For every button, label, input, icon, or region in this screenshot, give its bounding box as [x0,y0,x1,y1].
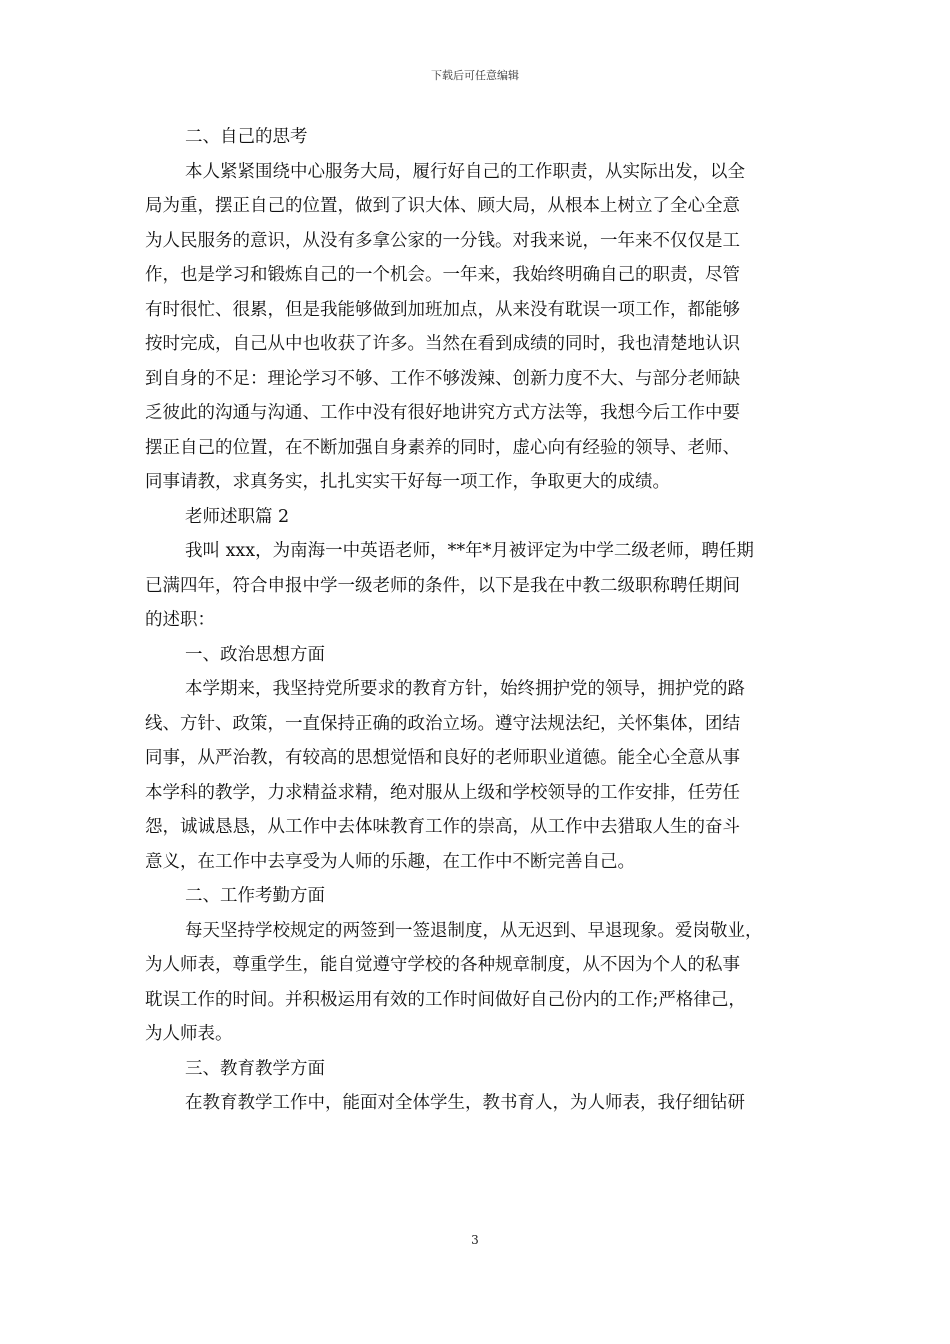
paragraph-line: 二、自己的思考 [185,127,308,147]
paragraph-line: 耽误工作的时间。并积极运用有效的工作时间做好自己份内的工作;严格律己， [145,989,746,1010]
paragraph-line: 局为重，摆正自己的位置，做到了识大体、顾大局，从根本上树立了全心全意 [145,196,740,216]
paragraph-line: 作，也是学习和锻炼自己的一个机会。一年来，我始终明确自己的职责，尽管 [145,265,740,285]
paragraph-line: 在教育教学工作中，能面对全体学生，教书育人，为人师表，我仔细钻研 [185,1093,745,1113]
paragraph-line: 已满四年，符合申报中学一级老师的条件，以下是我在中教二级职称聘任期间 [145,575,740,596]
document-body [145,120,807,1121]
paragraph-line: 摆正自己的位置，在不断加强自身素养的同时，虚心向有经验的领导、老师、 [145,437,740,458]
page-header: 下载后可任意编辑 [431,69,519,82]
page-number: 3 [471,1233,479,1247]
paragraph-line: 意义，在工作中去享受为人师的乐趣，在工作中不断完善自己。 [145,851,635,872]
paragraph-line: 线、方针、政策，一直保持正确的政治立场。遵守法规法纪，关怀集体，团结 [145,713,740,734]
paragraph-line: 老师述职篇 2 [185,506,290,527]
paragraph-line: 为人师表，尊重学生，能自觉遵守学校的各种规章制度，从不因为个人的私事 [145,955,740,975]
paragraph-line: 本学科的教学，力求精益求精，绝对服从上级和学校领导的工作安排，任劳任 [145,782,740,803]
paragraph-line: 为人民服务的意识，从没有多拿公家的一分钱。对我来说，一年来不仅仅是工 [145,230,740,251]
paragraph-line: 为人师表。 [145,1024,233,1044]
paragraph-line: 怨，诚诚恳恳，从工作中去体味教育工作的崇高，从工作中去猎取人生的奋斗 [145,817,740,837]
paragraph-line: 本学期来，我坚持党所要求的教育方针，始终拥护党的领导，拥护党的路 [185,679,745,699]
paragraph-line: 每天坚持学校规定的两签到一签退制度，从无迟到、早退现象。爱岗敬业， [185,920,763,941]
paragraph-line: 同事请教，求真务实，扎扎实实干好每一项工作，争取更大的成绩。 [145,472,670,492]
paragraph-line: 本人紧紧围绕中心服务大局，履行好自己的工作职责，从实际出发，以全 [185,161,745,182]
paragraph-line: 三、教育教学方面 [185,1058,325,1079]
paragraph-line: 按时完成，自己从中也收获了许多。当然在看到成绩的同时，我也清楚地认识 [145,334,740,354]
paragraph-line: 有时很忙、很累，但是我能够做到加班加点，从来没有耽误一项工作，都能够 [145,299,740,320]
paragraph-line: 的述职： [145,610,215,630]
paragraph-line: 乏彼此的沟通与沟通、工作中没有很好地讲究方式方法等，我想今后工作中要 [145,403,740,423]
paragraph-line: 一、政治思想方面 [185,644,325,665]
paragraph-line: 二、工作考勤方面 [185,886,325,906]
paragraph-line: 同事，从严治教，有较高的思想觉悟和良好的老师职业道德。能全心全意从事 [145,748,740,768]
paragraph-line: 我叫 xxx，为南海一中英语老师，**年*月被评定为中学二级老师，聘任期 [185,541,754,561]
paragraph-line: 到自身的不足：理论学习不够、工作不够泼辣、创新力度不大、与部分老师缺 [145,368,740,389]
